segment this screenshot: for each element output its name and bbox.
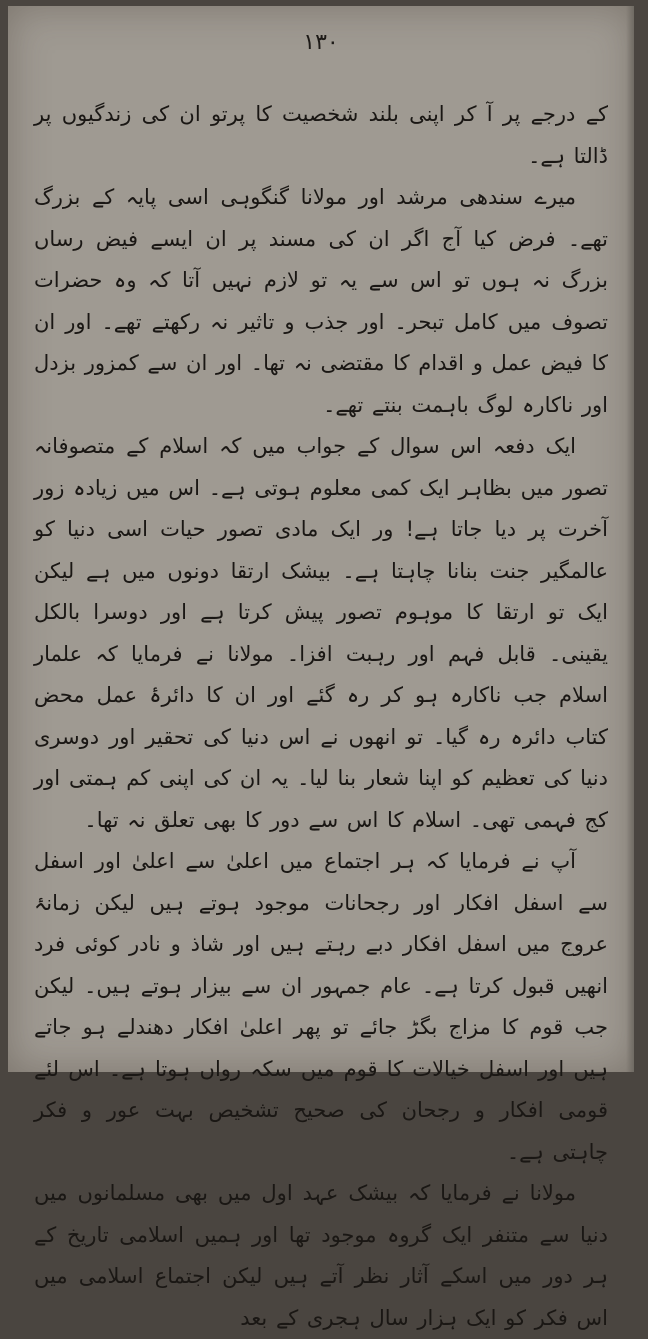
paragraph: ایک دفعہ اس سوال کے جواب میں کہ اسلام کے متصوفانہ تصور میں بظاہر ایک کمی معلوم ہوتی ہے۔ اس میں زیادہ زور آخرت پر دیا جاتا ہے! ور ایک مادی تصور حیات اسی دنیا کو عالمگیر جنت بنانا چاہتا ہے۔ بیشک ارتقا دونوں میں ہے لیکن ایک تو ارتقا کا موہوم تصور پیش کرتا ہے اور دوسرا بالکل یقینی۔ قابل فہم اور رہبت افزا۔ مولانا نے فرمایا کہ علمار اسلام جب ناکارہ ہو کر رہ گئے اور ان کا دائرۂ عمل محض کتاب دائرہ رہ گیا۔ تو انھوں نے اس دنیا کی تحقیر اور دوسری دنیا کی تعظیم کو اپنا شعار بنا لیا۔ یہ ان کی اپنی کم ہمتی اور کج فہمی تھی۔ اسلام کا اس سے دور کا بھی تعلق نہ تھا۔ bbox=[34, 434, 608, 832]
paragraph: کے درجے پر آ کر اپنی بلند شخصیت کا پرتو ان کی زندگیوں پر ڈالتا ہے۔ bbox=[34, 102, 608, 168]
paragraph: مولانا نے فرمایا کہ بیشک عہد اول میں بھی مسلمانوں میں دنیا سے متنفر ایک گروہ موجود تھا اور ہمیں اسلامی تاریخ کے ہر دور میں اسکے آثار نظر آتے ہیں لیکن اجتماع اسلامی میں اس فکر کو ایک ہزار سال ہجری کے بعد bbox=[34, 1181, 608, 1330]
paragraph: میرے سندھی مرشد اور مولانا گنگوہی اسی پایہ کے بزرگ تھے۔ فرض کیا آج اگر ان کی مسند پر ان ایسے فیض رساں بزرگ نہ ہوں تو اس سے یہ تو لازم نہیں آتا کہ وہ حضرات تصوف میں کامل تبحر۔ اور جذب و تاثیر نہ رکھتے تھے۔ اور ان کا فیض عمل و اقدام کا مقتضی نہ تھا۔ اور ان سے کمزور بزدل اور ناکارہ لوگ باہمت بنتے تھے۔ bbox=[34, 185, 608, 417]
body-text bbox=[34, 94, 608, 1339]
page-fold-shadow bbox=[626, 6, 634, 1072]
paragraph: آپ نے فرمایا کہ ہر اجتماع میں اعلیٰ سے اعلیٰ اور اسفل سے اسفل افکار اور رجحانات موجود ہوتے ہیں لیکن زمانۂ عروج میں اسفل افکار دبے رہتے ہیں اور شاذ و نادر کوئی فرد انھیں قبول کرتا ہے۔ عام جمہور ان سے بیزار ہوتے ہیں۔ لیکن جب قوم کا مزاج بگڑ جائے تو پھر اعلیٰ افکار دھندلے ہو جاتے ہیں اور اسفل خیالات کا قوم میں سکہ رواں ہوتا ہے۔ اس لئے قومی افکار و رجحان کی صحیح تشخیص بہت عور و فکر چاہتی ہے۔ bbox=[34, 849, 608, 1164]
book-page bbox=[8, 6, 634, 1330]
page-number: ۱۳۰ bbox=[303, 30, 339, 55]
